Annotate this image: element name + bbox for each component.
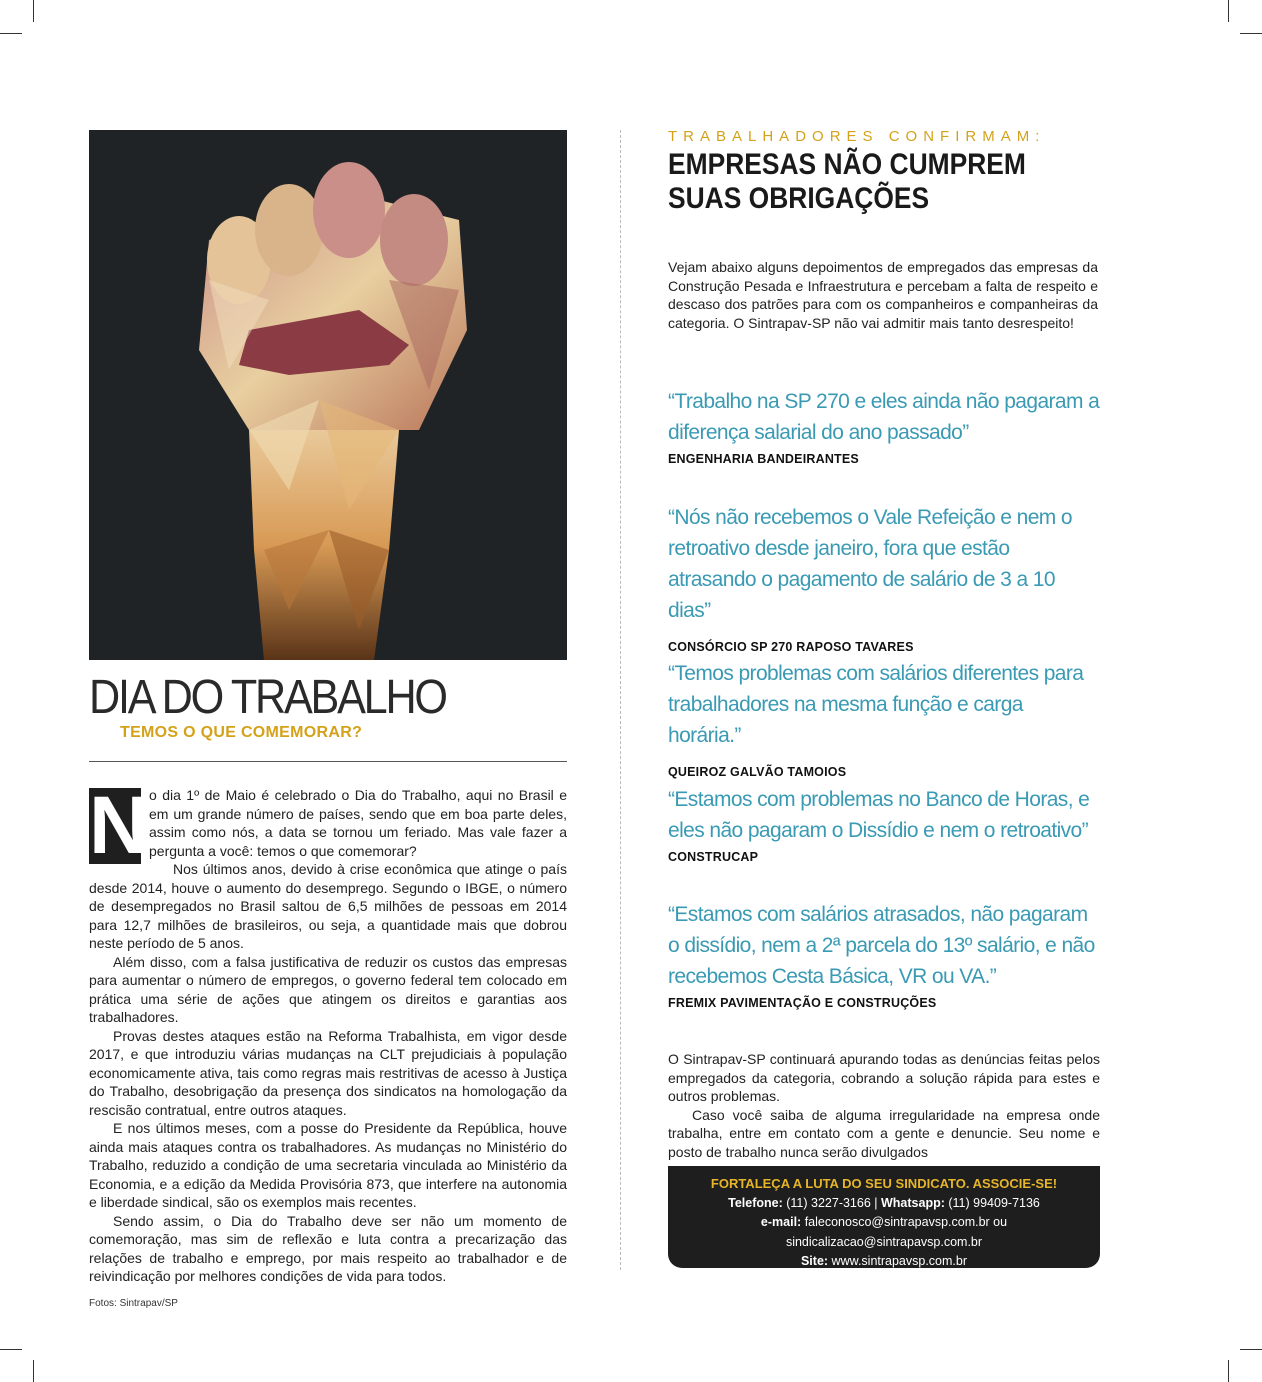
- crop-mark: [0, 33, 22, 34]
- article-body: [89, 780, 567, 1286]
- contact-box: [668, 1166, 1100, 1268]
- phone-line: [668, 1194, 1100, 1214]
- email-address[interactable]: faleconosco@sintrapavsp.com.br ou sindicalizacao@sintrapavsp.com.br: [785, 1215, 1008, 1249]
- paragraph: E nos últimos meses, com a posse do Presidente da República, houve ainda mais ataques contra os trabalhadores. As mudanças no Ministério do Trabalho, reduzido a condição de uma secretaria vinculada ao Ministério da Economia, e a edição da Medida Provisória 873, que interfere na autonomia e liberdade sindical, são os exemplos mais recentes.: [89, 1120, 567, 1210]
- paragraph-text: o dia 1º de Maio é celebrado o Dia do Trabalho, aqui no Brasil e em um grande número de países, sendo que em boa parte deles, assim como nós, a data se tornou um feriado. Mas vale fazer a pergunta a você: temos o que comemorar?: [149, 787, 567, 859]
- paragraph: Provas destes ataques estão na Reforma Trabalhista, em vigor desde 2017, e que introduziu várias mudanças na CLT prejudiciais à população economicamente ativa, tais como regras mais restritivas de acesso à Justiça do Trabalho, desobrigação da presença dos sindicatos na homologação da rescisão contratual, entre outros ataques.: [89, 1027, 567, 1118]
- closing-text: [668, 1050, 1100, 1161]
- email-label: e-mail:: [760, 1215, 802, 1229]
- headline: [668, 148, 1038, 216]
- crop-mark: [33, 0, 34, 22]
- site-line: [668, 1252, 1100, 1272]
- cta-headline: FORTALEÇA A LUTA DO SEU SINDICATO. ASSOCIE-SE!: [710, 1176, 1058, 1191]
- quote-text: “Temos problemas com salários diferentes para trabalhadores na mesma função e carga horária.”: [668, 662, 1084, 747]
- separator: |: [870, 1195, 881, 1210]
- testimonial: [668, 502, 1100, 654]
- site-label: Site:: [800, 1254, 829, 1268]
- raised-fist-illustration: [89, 130, 567, 660]
- hero-image: [89, 130, 567, 660]
- crop-mark: [1240, 1349, 1262, 1350]
- column-divider: [620, 130, 621, 1270]
- headline-line: SUAS OBRIGAÇÕES: [668, 182, 930, 215]
- article-title: DIA DO TRABALHO: [89, 671, 446, 724]
- intro-text: Vejam abaixo alguns depoimentos de empregados das empresas da Construção Pesada e Infraestrutura e percebam a falta de respeito e descaso dos patrões para com os companheiros e companheiras da categoria. O Sintrapav-SP não vai admitir mais tanto desrespeito!: [668, 259, 1098, 331]
- kicker: TRABALHADORES CONFIRMAM:: [668, 128, 1046, 145]
- testimonial: [668, 899, 1100, 1010]
- whatsapp-label: Whatsapp:: [881, 1195, 945, 1210]
- paragraph: [89, 780, 567, 871]
- headline-line: EMPRESAS NÃO CUMPREM: [668, 148, 1026, 181]
- drop-cap: N: [89, 780, 149, 871]
- testimonial: [668, 784, 1100, 864]
- quote-text: “Trabalho na SP 270 e eles ainda não pagaram a diferença salarial do ano passado”: [668, 390, 1100, 444]
- testimonial: [668, 386, 1100, 466]
- crop-mark: [1228, 1360, 1229, 1382]
- photo-credit: Fotos: Sintrapav/SP: [89, 1298, 178, 1309]
- site-link[interactable]: www.sintrapavsp.com.br: [831, 1254, 968, 1268]
- phone-number[interactable]: (11) 3227-3166: [786, 1195, 871, 1210]
- paragraph: Além disso, com a falsa justificativa de reduzir os custos das empresas para aumentar o número de empregos, o governo federal tem colocado em prática uma série de ações que atingem os direitos e garantias aos trabalhadores.: [89, 953, 567, 1025]
- whatsapp-number[interactable]: (11) 99409-7136: [948, 1195, 1040, 1210]
- quote-text: “Estamos com salários atrasados, não pagaram o dissídio, nem a 2ª parcela do 13º salário, e não recebemos Cesta Básica, VR ou VA.”: [668, 903, 1095, 988]
- email-line: [668, 1213, 1100, 1252]
- title-divider: [89, 761, 567, 762]
- quote-company: CONSÓRCIO SP 270 RAPOSO TAVARES: [668, 640, 914, 654]
- quote-text: “Nós não recebemos o Vale Refeição e nem o retroativo desde janeiro, fora que estão atrasando o pagamento de salário de 3 a 10 dias”: [668, 506, 1072, 622]
- paragraph: Sendo assim, o Dia do Trabalho deve ser não um momento de comemoração, mas sim de reflexão e luta contra a precarização das relações de trabalho e emprego, por mais respeito ao trabalhador e de reivindicação por melhores condições de vida para todos.: [89, 1212, 567, 1284]
- quote-company: ENGENHARIA BANDEIRANTES: [668, 452, 859, 466]
- paragraph: Caso você saiba de alguma irregularidade na empresa onde trabalha, entre em contato com a gente e denuncie. Seu nome e posto de trabalho nunca serão divulgados: [668, 1106, 1100, 1160]
- crop-mark: [1228, 0, 1229, 22]
- quote-company: CONSTRUCAP: [668, 850, 759, 864]
- crop-mark: [33, 1360, 34, 1382]
- quote-text: “Estamos com problemas no Banco de Horas, e eles não pagaram o Dissídio e nem o retroativo”: [668, 788, 1090, 842]
- testimonial: [668, 658, 1100, 779]
- crop-mark: [0, 1349, 22, 1350]
- crop-mark: [1240, 33, 1262, 34]
- paragraph: Nos últimos anos, devido à crise econômica que atinge o país desde 2014, houve o aumento do desemprego. Segundo o IBGE, o número de desempregados no Brasil saltou de 6,5 milhões de pessoas em 2014 para 12,7 milhões de brasileiros, ou seja, a quantidade mais que dobrou neste período de 5 anos.: [89, 861, 567, 951]
- phone-label: Telefone:: [728, 1195, 783, 1210]
- quote-company: FREMIX PAVIMENTAÇÃO E CONSTRUÇÕES: [668, 996, 937, 1010]
- paragraph: O Sintrapav-SP continuará apurando todas as denúncias feitas pelos empregados da categoria, cobrando a solução rápida para estes e outros problemas.: [668, 1051, 1100, 1104]
- article-subtitle: TEMOS O QUE COMEMORAR?: [120, 724, 363, 741]
- quote-company: QUEIROZ GALVÃO TAMOIOS: [668, 765, 847, 779]
